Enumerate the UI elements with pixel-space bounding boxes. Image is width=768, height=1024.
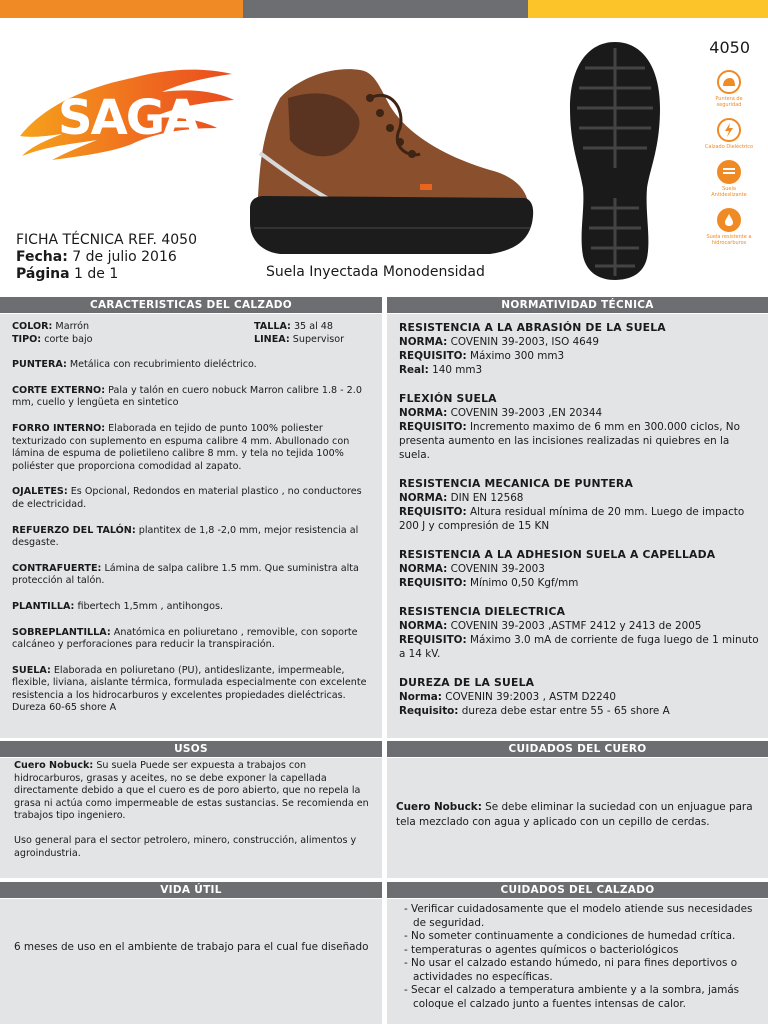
list-item: - Verificar cuidadosamente que el modelo atiende sus necesidades de seguridad. [404, 903, 753, 929]
caracteristicas-panel [0, 314, 382, 738]
document-page [16, 266, 197, 283]
norm-line [399, 406, 763, 420]
section-header-vida-util: VIDA ÚTIL [0, 882, 382, 898]
spec-text: Elaborada en poliuretano (PU), antideslizante, impermeable, flexible, liviana, aislante térmica, formulada especialmente con excelente resistencia a los hidrocarburos y excelentes propiedades dieléctricas. Dureza 60-65 shore A [12, 664, 367, 714]
list-item: - No usar el calzado estando húmedo, ni para fines deportivos o actividades no específicas. [404, 957, 738, 983]
norm-title: DUREZA DE LA SUELA [399, 676, 535, 689]
cuidados-cuero-panel [387, 758, 768, 878]
spec-forro-interno [12, 423, 376, 473]
norm-line [399, 363, 763, 377]
spec-puntera [12, 359, 376, 372]
norm-value: Máximo 300 mm3 [469, 350, 565, 362]
top-color-bar [0, 0, 768, 18]
talla-value: 35 al 48 [293, 321, 334, 332]
norm-line [399, 619, 763, 633]
linea-label: LINEA: [254, 333, 290, 345]
spec-label: OJALETES: [12, 486, 68, 498]
saga-logo [12, 48, 237, 168]
date-label: Fecha: [16, 249, 68, 265]
norm-line [399, 690, 763, 704]
norm-line [399, 704, 763, 718]
norm-dielectrica [399, 605, 763, 661]
norm-key: NORMA: [399, 492, 448, 504]
spec-label: PLANTILLA: [12, 600, 75, 612]
usos-text: Su suela Puede ser expuesta a trabajos con hidrocarburos, grasas y aceites, no se debe exponer la capellada directamente debido a que el cuero es de poro abierto, que no repela la grasa ni actúa como impermeable de estas sustancias. Se recomienda en trabajos tipo ingeniero. [14, 760, 369, 822]
norm-line [399, 505, 763, 533]
norm-value: dureza debe estar entre 55 - 65 shore A [461, 705, 670, 717]
norm-line [399, 576, 763, 590]
norm-title: RESISTENCIA A LA ADHESION SUELA A CAPELLADA [399, 548, 716, 561]
spec-text: Anatómica en poliuretano , removible, con soporte calcáneo y perforaciones para reducir la transpiración. [12, 626, 358, 651]
section-header-normatividad: NORMATIVIDAD TÉCNICA [387, 297, 768, 313]
cuidados-calzado-list [399, 903, 761, 1011]
list-item: - temperaturas o agentes químicos o bacteriológicos [404, 943, 679, 956]
page-value: 1 de 1 [74, 266, 119, 282]
usos-general: Uso general para el sector petrolero, minero, construcción, alimentos y agroindustria. [14, 834, 357, 859]
lightning-icon [717, 118, 741, 142]
norm-value: COVENIN 39:2003 , ASTM D2240 [445, 691, 616, 703]
norm-value: COVENIN 39-2003, ISO 4649 [450, 336, 600, 348]
section-header-cuidados-calzado: CUIDADOS DEL CALZADO [387, 882, 768, 898]
norm-key: NORMA: [399, 407, 448, 419]
feature-antislip [704, 160, 754, 198]
spec-label: CORTE EXTERNO: [12, 384, 106, 396]
norm-title: FLEXIÓN SUELA [399, 392, 497, 405]
spec-label: REFUERZO DEL TALÓN: [12, 524, 136, 536]
norm-value: COVENIN 39-2003 ,ASTMF 2412 y 2413 de 2005 [450, 620, 702, 632]
norm-flexion [399, 392, 763, 462]
spec-text: Pala y talón en cuero nobuck Marron calibre 1.8 - 2.0 mm, cuello y lengüeta en sintetico [12, 384, 362, 409]
top-bar-gray [243, 0, 528, 18]
spec-text: Es Opcional, Redondos en material plastico , no conductores de electricidad. [12, 486, 362, 510]
norm-value: Mínimo 0,50 Kgf/mm [469, 577, 579, 589]
talla-label: TALLA: [254, 321, 291, 332]
usos-panel [0, 758, 382, 878]
spec-text: Elaborada en tejido de punto 100% poliester texturizado con suplemento en espuma calibre 4 mm. Abullonado con lámina de espuma de polietileno calibre 8 mm. y tela no tejida 100% poliéster que proporciona comodidad al zapato. [12, 422, 350, 472]
linea-value: Supervisor [292, 333, 345, 345]
color-talla-row [12, 321, 376, 334]
norm-key: NORMA: [399, 620, 448, 632]
norm-value: COVENIN 39-2003 ,EN 20344 [450, 407, 603, 419]
spec-label: FORRO INTERNO: [12, 422, 106, 434]
norm-value: Máximo 3.0 mA de corriente de fuga luego de 1 minuto a 14 kV. [399, 634, 759, 660]
sole-grip-icon [717, 160, 741, 184]
tipo-linea-row [12, 334, 376, 347]
product-subtitle: Suela Inyectada Monodensidad [266, 264, 485, 280]
document-title-block [16, 232, 197, 283]
feature-hydrocarbon [704, 208, 754, 246]
norm-line [399, 633, 763, 661]
spec-label: SOBREPLANTILLA: [12, 626, 111, 638]
list-item: - No someter continuamente a condiciones de humedad crítica. [404, 930, 736, 942]
feature-icons [704, 70, 754, 256]
norm-line [399, 349, 763, 363]
sole-image [565, 38, 665, 283]
spec-text: Metálica con recubrimiento dieléctrico. [69, 359, 257, 371]
spec-sobreplantilla [12, 627, 376, 652]
tipo-value: corte bajo [44, 333, 93, 345]
section-header-cuidados-cuero: CUIDADOS DEL CUERO [387, 741, 768, 757]
spec-corte-externo [12, 385, 376, 410]
spec-label: CONTRAFUERTE: [12, 562, 102, 574]
feature-dielectric [704, 118, 754, 150]
norm-key: Requisito: [399, 705, 459, 717]
color-value: Marrón [55, 321, 90, 332]
norm-key: Real: [399, 364, 429, 376]
spec-text: plantitex de 1,8 -2,0 mm, mejor resistencia al desgaste. [12, 524, 359, 549]
norm-dureza [399, 676, 763, 718]
norm-title: RESISTENCIA DIELECTRICA [399, 605, 566, 618]
norm-value: Incremento maximo de 6 mm en 300.000 ciclos, No presenta aumento en las incisiones realizadas ni quiebres en la suela. [399, 421, 740, 461]
norm-key: NORMA: [399, 563, 448, 575]
norm-title: RESISTENCIA A LA ABRASIÓN DE LA SUELA [399, 321, 666, 334]
document-header [0, 18, 768, 296]
spec-refuerzo-talon [12, 525, 376, 550]
spec-contrafuerte [12, 563, 376, 588]
spec-text: Lámina de salpa calibre 1.5 mm. Que suministra alta protección al talón. [12, 562, 359, 587]
norm-key: REQUISITO: [399, 421, 467, 433]
drop-icon [717, 208, 741, 232]
list-item: - Secar el calzado a temperatura ambiente y a la sombra, jamás coloque el calzado junto a fuentes intensas de calor. [404, 984, 740, 1010]
norm-value: COVENIN 39-2003 [450, 563, 545, 575]
boot-image [240, 58, 535, 268]
spec-label: PUNTERA: [12, 359, 67, 371]
spec-text: fibertech 1,5mm , antihongos. [77, 600, 224, 612]
feature-label: Suela Antideslizante [711, 186, 747, 198]
norm-key: REQUISITO: [399, 350, 467, 362]
feature-label: Puntera de seguridad [715, 96, 743, 108]
spec-plantilla [12, 601, 376, 614]
norm-key: REQUISITO: [399, 634, 467, 646]
normatividad-panel [387, 314, 768, 738]
norm-puntera [399, 477, 763, 533]
reference-number: 4050 [709, 38, 750, 57]
norm-line [399, 335, 763, 349]
document-date [16, 249, 197, 266]
svg-text:SAGA: SAGA [58, 90, 199, 146]
usos-label: Cuero Nobuck: [14, 760, 94, 771]
feature-label: Calzado Dieléctrico [704, 144, 754, 150]
norm-title: RESISTENCIA MECANICA DE PUNTERA [399, 477, 634, 490]
cuidados-cuero-label: Cuero Nobuck: [396, 801, 482, 813]
norm-line [399, 420, 763, 462]
toe-cap-icon [717, 70, 741, 94]
page-label: Página [16, 266, 70, 282]
top-bar-orange [0, 0, 243, 18]
usos-paragraph [14, 760, 370, 823]
norm-key: Norma: [399, 691, 442, 703]
cuidados-calzado-panel [387, 899, 768, 1024]
norm-line [399, 562, 763, 576]
vida-util-panel [0, 899, 382, 1024]
norm-key: REQUISITO: [399, 577, 467, 589]
feature-toe-cap [704, 70, 754, 108]
norm-abrasion [399, 321, 763, 377]
spec-ojaletes [12, 486, 376, 511]
document-title: FICHA TÉCNICA REF. 4050 [16, 232, 197, 248]
norm-value: DIN EN 12568 [450, 492, 524, 504]
spec-suela [12, 665, 376, 715]
norm-adhesion [399, 548, 763, 590]
color-label: COLOR: [12, 321, 53, 332]
cuidados-cuero-text: Se debe eliminar la suciedad con un enjuague para tela mezclado con agua y aplicado con un cepillo de cerdas. [396, 801, 753, 828]
norm-line [399, 491, 763, 505]
section-header-usos: USOS [0, 741, 382, 757]
spec-label: SUELA: [12, 664, 51, 676]
vida-util-text: 6 meses de uso en el ambiente de trabajo para el cual fue diseñado [14, 941, 369, 953]
norm-value: 140 mm3 [432, 364, 483, 376]
norm-value: Altura residual mínima de 20 mm. Luego de impacto 200 J y compresión de 15 KN [399, 506, 745, 532]
cuidados-cuero-paragraph [396, 800, 764, 829]
date-value: 7 de julio 2016 [72, 249, 177, 265]
tipo-label: TIPO: [12, 333, 42, 345]
feature-label: Suela resistente a hidrocarburos [706, 234, 752, 246]
norm-key: REQUISITO: [399, 506, 467, 518]
section-header-caracteristicas: CARACTERISTICAS DEL CALZADO [0, 297, 382, 313]
top-bar-yellow [528, 0, 768, 18]
norm-key: NORMA: [399, 336, 448, 348]
